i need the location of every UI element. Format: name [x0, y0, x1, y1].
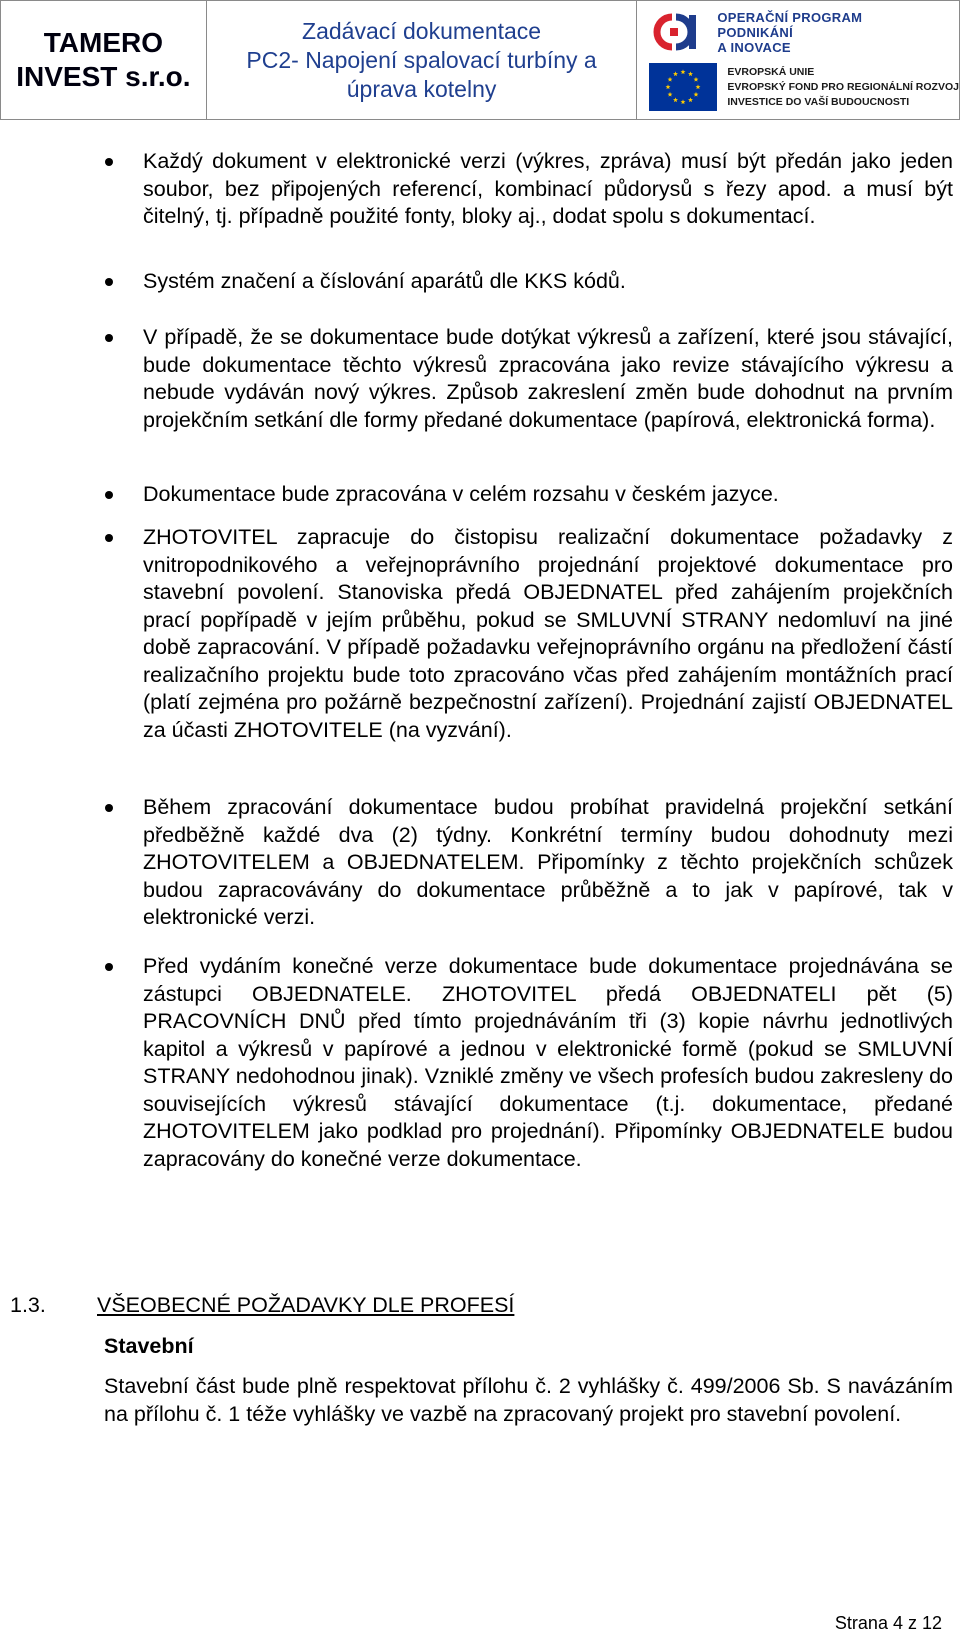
section-title: VŠEOBECNÉ POŽADAVKY DLE PROFESÍ	[97, 1293, 515, 1317]
bullet-marker	[105, 963, 113, 971]
eu-logo-text	[727, 65, 959, 110]
subsection-heading: Stavební	[104, 1334, 194, 1358]
page-number: Strana 4 z 12	[834, 1613, 942, 1633]
company-name-cell	[1, 1, 207, 119]
bullet-marker	[105, 804, 113, 812]
list-item-text: Každý dokument v elektronické verzi (výkres, zpráva) musí být předán jako jeden soubor, bez připojených referencí, kombinací půdorysů s řezy apod. a musí být čitelný, tj. případně použité fonty, bloky aj., dodat spolu s dokumentací.	[143, 149, 953, 228]
op-logo-line1: OPERAČNÍ PROGRAM	[717, 9, 863, 25]
document-title-line2: PC2- Napojení spalovací turbíny a	[246, 46, 597, 73]
list-item-text: Před vydáním konečné verze dokumentace bude dokumentace projednávána se zástupci OBJEDNATELE. ZHOTOVITEL předá OBJEDNATELI pět (5) PRACOVNÍCH DNŮ před tímto projednáváním tři (3) kopie návrhu jednotlivých kapitol a výkresů v papírové a jednou v elektronické formě (pokud se SMLUVNÍ STRANY nedohodnou jinak). Vzniklé změny ve všech profesích budou zakresleny do souvisejících výkresů stávající dokumentace (t.j. dokumentace, předané ZHOTOVITELEM jako podklad pro projednání). Připomínky OBJEDNATELE budou zapracovány do konečné verze dokumentace.	[143, 954, 953, 1171]
document-title-line1: Zadávací dokumentace	[302, 17, 542, 44]
op-pik-logo	[649, 9, 862, 55]
bullet-marker	[105, 278, 113, 286]
eu-logo	[649, 63, 959, 111]
op-pik-logo-text	[717, 10, 862, 55]
eu-logo-line2: EVROPSKÝ FOND PRO REGIONÁLNÍ ROZVOJ	[727, 80, 959, 93]
bullet-marker	[105, 534, 113, 542]
op-logo-line3: A INOVACE	[717, 39, 791, 55]
eu-flag-icon	[649, 63, 717, 111]
company-name-line1: TAMERO	[43, 27, 163, 58]
document-title-line3: úprava kotelny	[346, 75, 497, 102]
op-pik-logo-icon	[649, 9, 707, 55]
page-header	[0, 0, 960, 120]
list-item-text: Systém značení a číslování aparátů dle KKS kódů.	[143, 269, 626, 293]
list-item-text: Během zpracování dokumentace budou probíhat pravidelná projekční setkání předběžně každé dva (2) týdny. Konkrétní termíny budou dohodnuty mezi ZHOTOVITELEM a OBJEDNATELEM. Připomínky z těchto projekčních schůzek budou zapracovávány do dokumentace průběžně a to jak v papírové, tak v elektronické verzi.	[143, 795, 953, 929]
list-item-text: ZHOTOVITEL zapracuje do čistopisu realizační dokumentace požadavky z vnitropodnikového a veřejnoprávního projednání projektové dokumentace pro stavební povolení. Stanoviska předá OBJEDNATEL před zahájením projekčních prací popřípadě v jejím průběhu, pokud se SMLUVNÍ STRANY nedomluví na jiné době zapracování. V případě požadavku veřejnoprávního orgánu na předložení částí realizačního projektu bude toto zpracováno včas před zahájením montážních prací (platí zejména pro požárně bezpečnostní zařízení). Projednání zajistí OBJEDNATEL za účasti ZHOTOVITELE (na vyzvání).	[143, 525, 953, 742]
eu-logo-line1: EVROPSKÁ UNIE	[727, 65, 815, 78]
section-number: 1.3.	[10, 1293, 46, 1317]
bullet-marker	[105, 491, 113, 499]
section-paragraph: Stavební část bude plně respektovat přílohu č. 2 vyhlášky č. 499/2006 Sb. S navázáním na přílohu č. 1 téže vyhlášky ve vazbě na zpracovaný projekt pro stavební povolení.	[104, 1374, 953, 1426]
company-name-line2: INVEST s.r.o.	[16, 61, 191, 92]
op-logo-line2: PODNIKÁNÍ	[717, 24, 794, 40]
funding-logos-cell	[637, 1, 959, 119]
document-title-cell	[207, 1, 638, 119]
bullet-marker	[105, 158, 113, 166]
list-item-text: Dokumentace bude zpracována v celém rozsahu v českém jazyce.	[143, 482, 779, 506]
eu-logo-line3: INVESTICE DO VAŠÍ BUDOUCNOSTI	[727, 95, 910, 108]
list-item-text: V případě, že se dokumentace bude dotýkat výkresů a zařízení, které jsou stávající, bude dokumentace těchto výkresů zpracována jako revize stávajícího výkresu a nebude vydáván nový výkres. Způsob zakreslení změn bude dohodnut na prvním projekčním setkání dle formy předané dokumentace (papírová, elektronická forma).	[143, 325, 953, 432]
section-heading	[0, 1290, 960, 1320]
bullet-marker	[105, 334, 113, 342]
